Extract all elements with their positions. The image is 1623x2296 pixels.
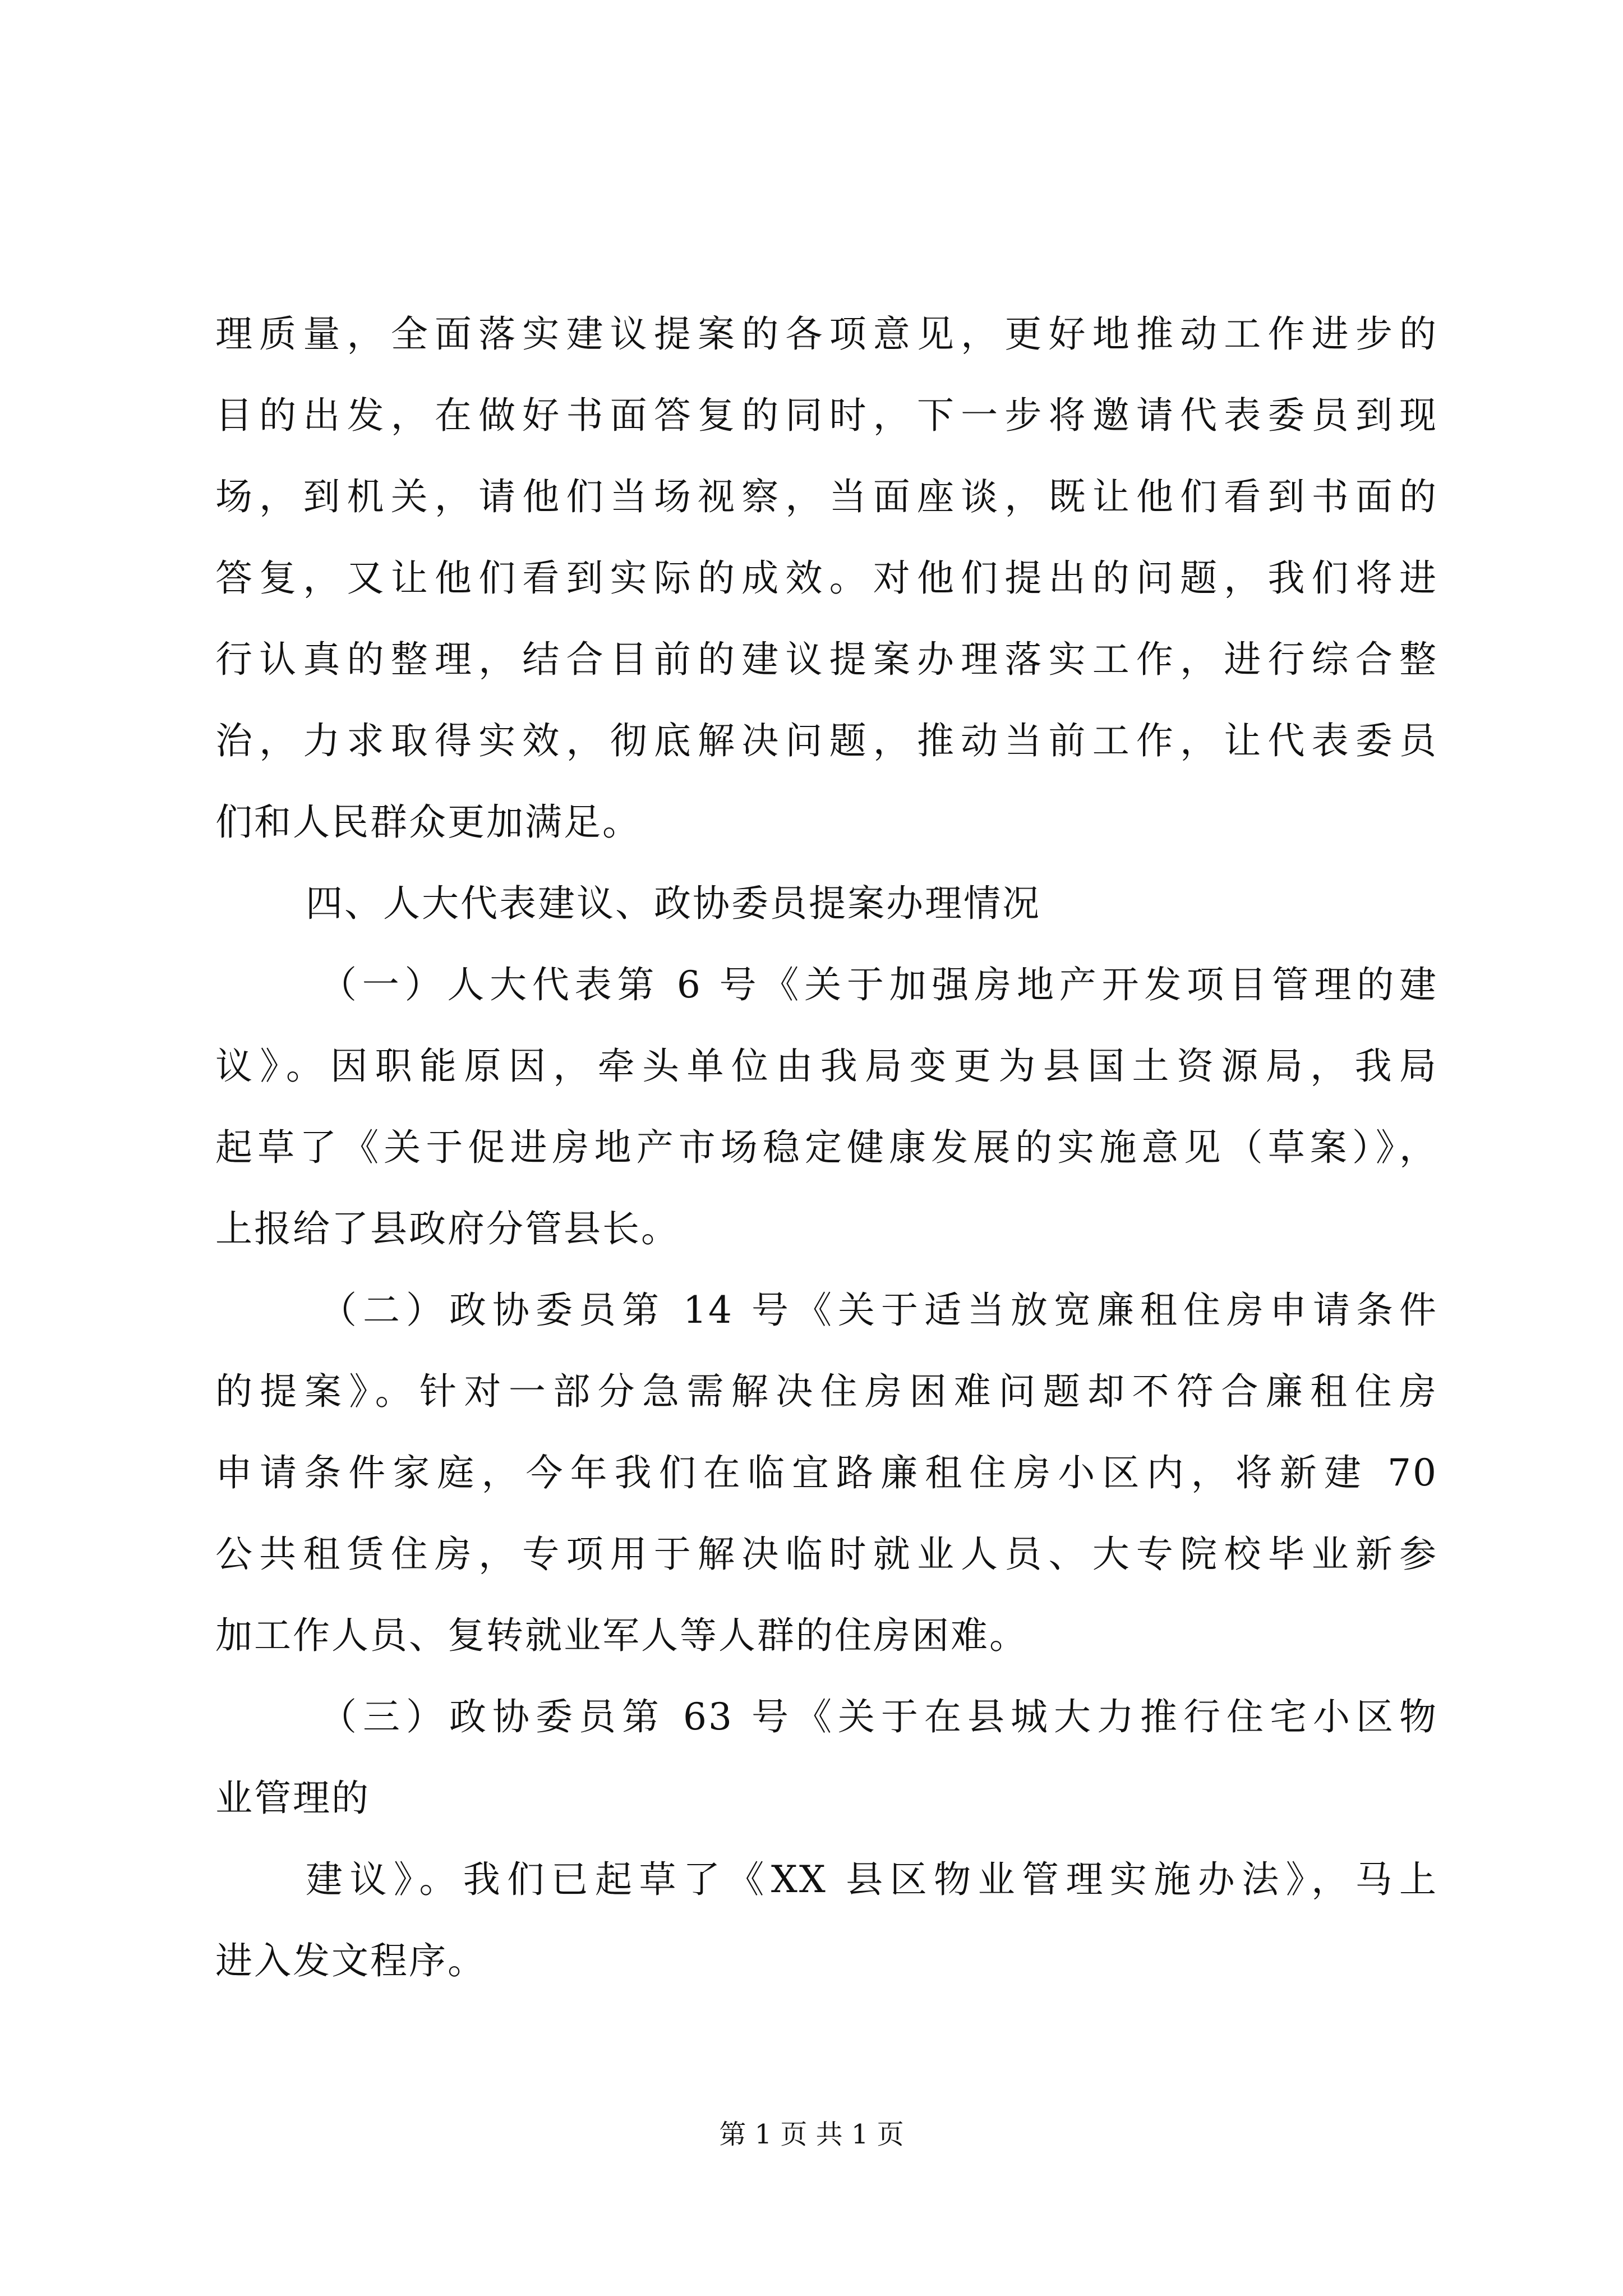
body-text-line: 行认真的整理，结合目前的建议提案办理落实工作，进行综合整 (215, 638, 1438, 681)
body-text-line: 加工作人员、复转就业军人等人群的住房困难。 (215, 1614, 1028, 1657)
body-text-line: （一）人大代表第 6 号《关于加强房地产开发项目管理的建 (320, 963, 1438, 1006)
body-text-line: 治，力求取得实效，彻底解决问题，推动当前工作，让代表委员 (215, 719, 1438, 762)
body-text-line: 业管理的 (215, 1777, 370, 1820)
body-text-line: 公共租赁住房，专项用于解决临时就业人员、大专院校毕业新参 (215, 1533, 1438, 1576)
body-text-line: 答复，又让他们看到实际的成效。对他们提出的问题，我们将进 (215, 556, 1438, 600)
page-footer: 第 1 页 共 1 页 (719, 2119, 904, 2150)
body-text-line: （二）政协委员第 14 号《关于适当放宽廉租住房申请条件 (320, 1289, 1438, 1332)
body-text-line: 议》。因职能原因，牵头单位由我局变更为县国土资源局，我局 (215, 1045, 1438, 1088)
body-text-line: 场，到机关，请他们当场视察，当面座谈，既让他们看到书面的 (215, 475, 1438, 518)
body-text-line: （三）政协委员第 63 号《关于在县城大力推行住宅小区物 (320, 1695, 1438, 1738)
body-text-line: 申请条件家庭，今年我们在临宜路廉租住房小区内，将新建 70 (215, 1451, 1438, 1494)
body-text-line: 建议》。我们已起草了《XX 县区物业管理实施办法》，马上 (306, 1858, 1438, 1901)
body-text-line: 们和人民群众更加满足。 (215, 800, 641, 844)
section-heading: 四、人大代表建议、政协委员提案办理情况 (306, 882, 1041, 925)
body-text-line: 上报给了县政府分管县长。 (215, 1207, 680, 1250)
body-text-line: 理质量，全面落实建议提案的各项意见，更好地推动工作进步的 (215, 312, 1438, 356)
body-text-line: 进入发文程序。 (215, 1939, 486, 1982)
body-text-line: 目的出发，在做好书面答复的同时，下一步将邀请代表委员到现 (215, 394, 1438, 437)
body-text-line: 的提案》。针对一部分急需解决住房困难问题却不符合廉租住房 (215, 1370, 1438, 1413)
body-text-line: 起草了《关于促进房地产市场稳定健康发展的实施意见（草案）》， (215, 1126, 1438, 1169)
